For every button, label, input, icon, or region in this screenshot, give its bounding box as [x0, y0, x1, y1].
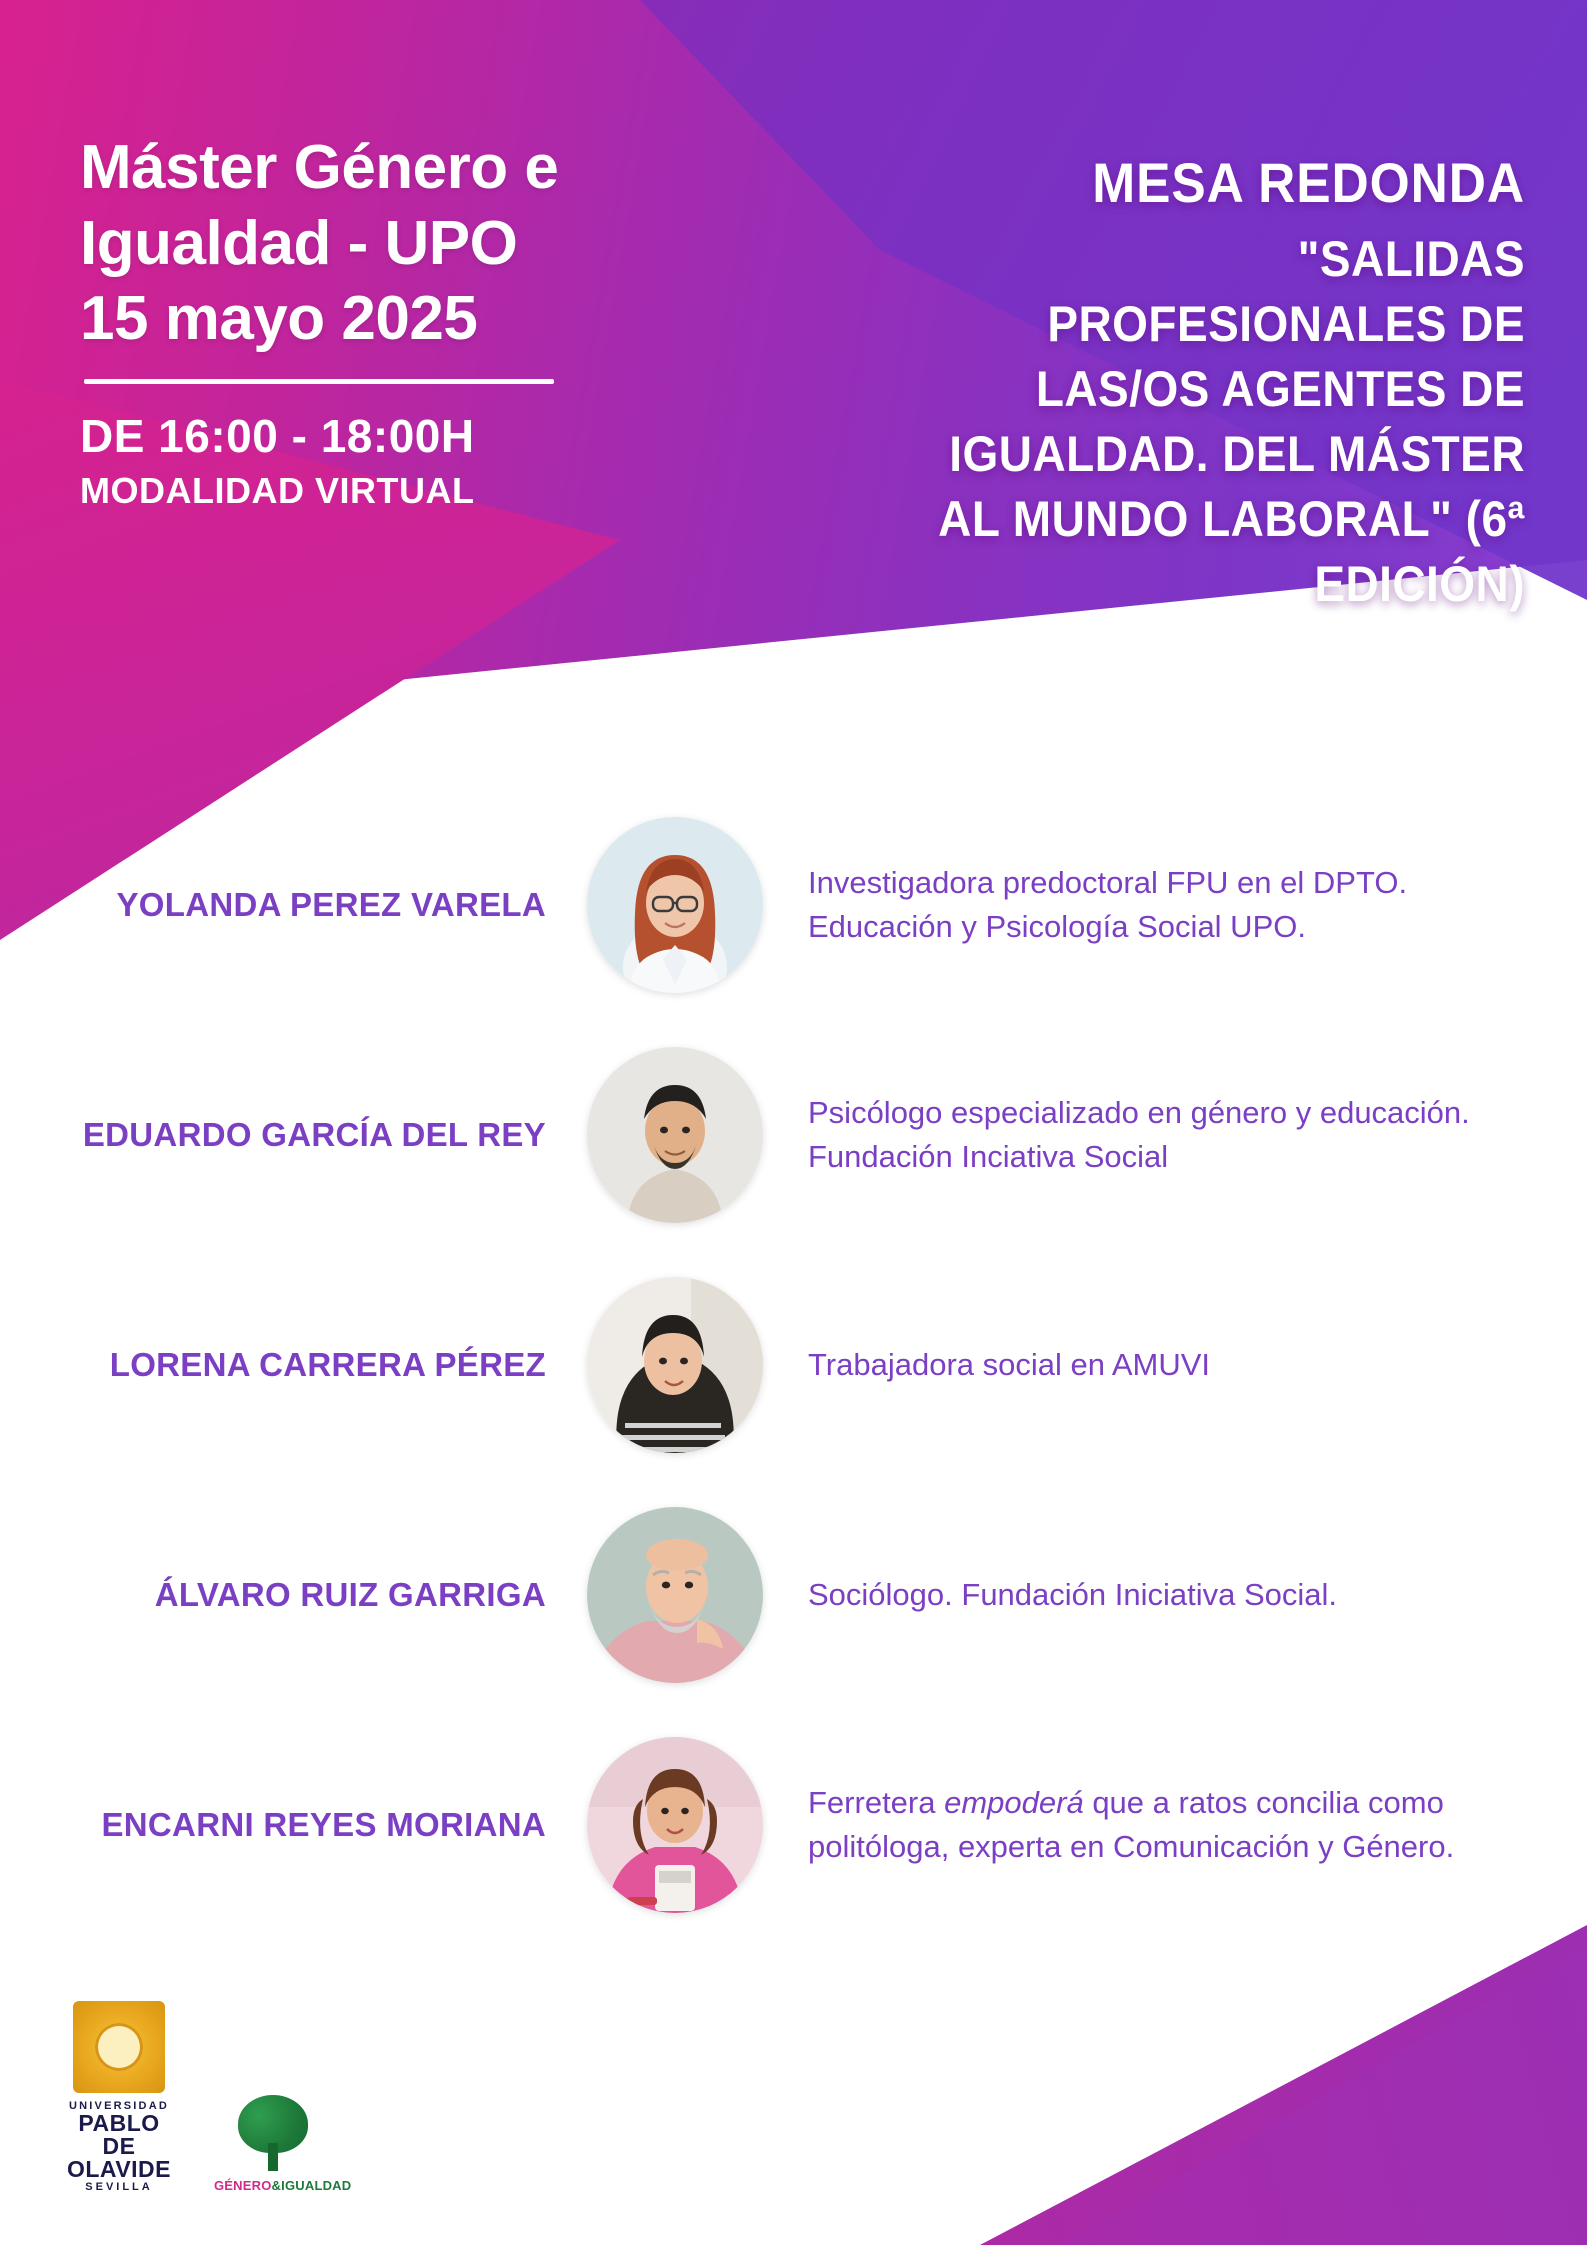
- event-date: 15 mayo 2025: [80, 284, 478, 354]
- speaker-row: [0, 790, 1587, 1020]
- speaker-description: [770, 1781, 1587, 1869]
- event-title-line-1: Máster Género e: [80, 133, 559, 202]
- speaker-row: [0, 1710, 1587, 1940]
- speaker-description: Psicólogo especializado en género y educación. Fundación Inciativa Social: [808, 1094, 1470, 1174]
- speaker-photo-yolanda-perez-varela: [587, 817, 763, 993]
- speaker-photo-alvaro-ruiz-garriga: [587, 1507, 763, 1683]
- speaker-name: ENCARNI REYES MORIANA: [101, 1805, 546, 1843]
- upo-logo-line-4: SEVILLA: [85, 2181, 153, 2193]
- speaker-photo-container: [580, 817, 770, 993]
- event-modality: MODALIDAD VIRTUAL: [80, 469, 475, 511]
- upo-seal-icon: [73, 2001, 165, 2093]
- speaker-list: [0, 790, 1587, 1940]
- speaker-photo-container: [580, 1277, 770, 1453]
- speaker-description-suffix: que a ratos concilia como politóloga, experta en Comunicación y Género.: [808, 1784, 1455, 1864]
- speaker-row: [0, 1020, 1587, 1250]
- genero-igualdad-part-3: IGUALDAD: [281, 2178, 352, 2193]
- speaker-row: [0, 1250, 1587, 1480]
- genero-igualdad-part-1: GÉNERO: [214, 2178, 272, 2193]
- logo-bar: [60, 2001, 352, 2193]
- speaker-description: Sociólogo. Fundación Iniciativa Social.: [808, 1576, 1338, 1612]
- speaker-name: ÁLVARO RUIZ GARRIGA: [154, 1575, 546, 1613]
- event-type-block: [835, 150, 1525, 617]
- speaker-description-emphasis: empoderá: [944, 1784, 1084, 1820]
- upo-logo-line-1: UNIVERSIDAD: [69, 2100, 169, 2112]
- speaker-description: Trabajadora social en AMUVI: [808, 1346, 1211, 1382]
- upo-logo-line-2: PABLO DE: [78, 2110, 160, 2159]
- speaker-name: LORENA CARRERA PÉREZ: [109, 1345, 546, 1383]
- speaker-photo-encarni-reyes-moriana: [587, 1737, 763, 1913]
- event-title-block: [80, 130, 720, 512]
- speaker-photo-container: [580, 1507, 770, 1683]
- speaker-photo-container: [580, 1737, 770, 1913]
- event-topic: "SALIDAS PROFESIONALES DE LAS/OS AGENTES DE IGUALDAD. DEL MÁSTER AL MUNDO LABORAL" (6ª EDICIÓN): [938, 231, 1525, 612]
- tree-icon: [234, 2095, 312, 2173]
- speaker-photo-lorena-carrera-perez: [587, 1277, 763, 1453]
- event-type-label: MESA REDONDA: [1092, 151, 1525, 214]
- speaker-row: [0, 1480, 1587, 1710]
- speaker-photo-container: [580, 1047, 770, 1223]
- logo-genero-igualdad: [214, 2095, 352, 2193]
- logo-universidad-pablo-de-olavide: [60, 2001, 178, 2193]
- speaker-description-prefix: Ferretera: [808, 1784, 945, 1820]
- event-time: DE 16:00 - 18:00H: [80, 409, 475, 462]
- genero-igualdad-caption: [214, 2178, 352, 2193]
- genero-igualdad-part-2: &: [271, 2178, 282, 2193]
- speaker-name: YOLANDA PEREZ VARELA: [116, 885, 546, 923]
- title-divider: [84, 379, 554, 384]
- speaker-description: Investigadora predoctoral FPU en el DPTO. Educación y Psicología Social UPO.: [808, 864, 1408, 944]
- speaker-name: EDUARDO GARCÍA DEL REY: [82, 1115, 546, 1153]
- event-title-line-2: Igualdad - UPO: [80, 208, 518, 278]
- upo-logo-line-3: OLAVIDE: [66, 2156, 172, 2182]
- speaker-photo-eduardo-garcia-del-rey: [587, 1047, 763, 1223]
